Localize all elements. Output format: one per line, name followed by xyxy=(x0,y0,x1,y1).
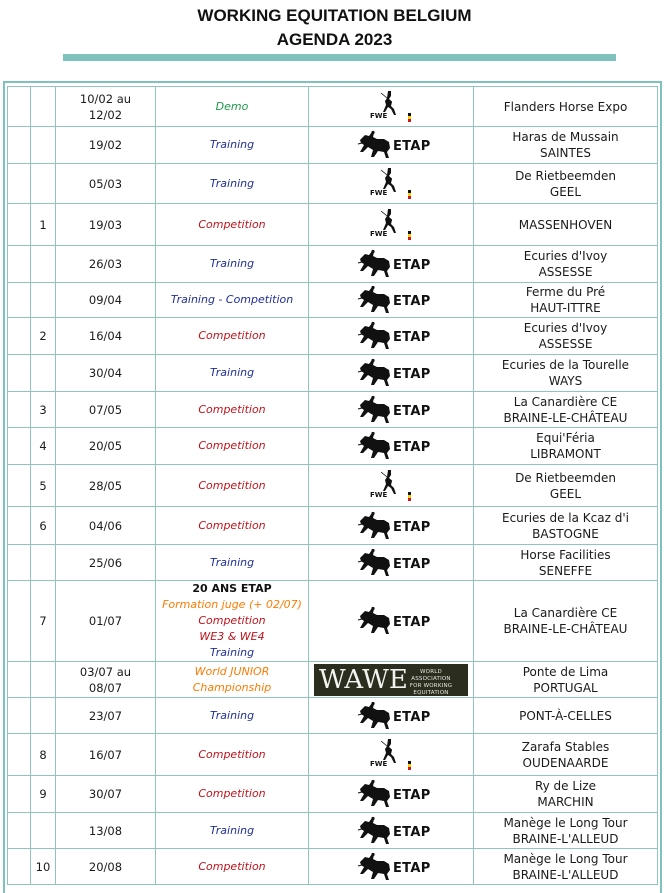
organizer-logo-cell xyxy=(309,698,474,734)
table-row xyxy=(8,507,658,545)
event-number-cell: 9 xyxy=(31,776,56,813)
row-spacer-cell xyxy=(8,246,31,283)
location-line: Haras de Mussain xyxy=(512,130,619,144)
date-line: 20/08 xyxy=(88,859,123,874)
date-line: 08/07 xyxy=(88,680,123,695)
date-line: 25/06 xyxy=(88,555,123,570)
table-row xyxy=(8,318,658,355)
event-type-line: Competition xyxy=(198,439,266,452)
organizer-logo-cell xyxy=(309,776,474,813)
date-line: 12/02 xyxy=(88,107,123,122)
date-line: 04/06 xyxy=(88,518,123,533)
date-cell xyxy=(56,164,156,204)
table-row xyxy=(8,87,658,127)
location-cell xyxy=(474,734,658,776)
event-type-line: 20 ANS ETAP xyxy=(192,582,272,595)
date-cell xyxy=(56,465,156,507)
etap-logo-text: ETAP xyxy=(393,403,431,419)
etap-logo-text: ETAP xyxy=(393,824,431,840)
event-number-cell: 8 xyxy=(31,734,56,776)
date-cell xyxy=(56,87,156,127)
row-spacer-cell xyxy=(8,662,31,698)
organizer-logo-cell xyxy=(309,87,474,127)
etap-logo xyxy=(356,395,431,425)
wawe-logo-subtext xyxy=(394,669,468,697)
event-type-line: Training xyxy=(209,823,255,837)
location-line: ASSESSE xyxy=(538,337,593,351)
location-line: BRAINE-L'ALLEUD xyxy=(512,831,619,846)
event-number-cell: 6 xyxy=(31,507,56,545)
etap-logo xyxy=(356,249,431,279)
table-row xyxy=(8,545,658,581)
date-cell xyxy=(56,662,156,698)
fwe-logo xyxy=(369,167,413,201)
event-type-cell xyxy=(156,87,309,127)
table-row xyxy=(8,204,658,246)
location-line: Ponte de Lima xyxy=(522,664,609,679)
location-line: Manège le Long Tour xyxy=(503,815,628,830)
location-cell xyxy=(474,507,658,545)
date-cell xyxy=(56,581,156,662)
fwe-logo-text: FWE xyxy=(370,490,388,499)
agenda-table-body xyxy=(8,87,658,885)
event-type-cell xyxy=(156,849,309,885)
location-line: BASTOGNE xyxy=(532,526,599,541)
belgian-flag-icon xyxy=(408,190,411,199)
location-line: OUDENAARDE xyxy=(522,755,609,770)
table-row xyxy=(8,465,658,507)
location-line: ASSESSE xyxy=(538,265,593,279)
event-type-cell xyxy=(156,734,309,776)
event-type-line: Competition xyxy=(198,747,266,761)
horse-rider-icon xyxy=(356,852,394,882)
location-line: Flanders Horse Expo xyxy=(503,99,628,114)
fwe-logo xyxy=(369,469,413,503)
location-line: Ecuries de la Kcaz d'i xyxy=(501,510,629,525)
event-type-cell xyxy=(156,246,309,283)
event-number-cell xyxy=(31,246,56,283)
horse-rider-icon xyxy=(356,779,394,809)
date-line: 30/07 xyxy=(88,787,123,801)
organizer-logo-cell xyxy=(309,246,474,283)
etap-logo-text: ETAP xyxy=(393,519,431,535)
location-line: BRAINE-LE-CHÂTEAU xyxy=(503,622,628,636)
table-row xyxy=(8,776,658,813)
row-spacer-cell xyxy=(8,428,31,465)
horse-rider-icon xyxy=(356,249,394,279)
horse-rider-icon xyxy=(356,395,394,425)
date-line: 30/04 xyxy=(88,366,123,380)
event-type-line: Demo xyxy=(215,99,249,113)
event-type-cell xyxy=(156,662,309,698)
organizer-logo-cell xyxy=(309,127,474,164)
horse-rider-icon xyxy=(356,511,394,541)
event-number-cell: 5 xyxy=(31,465,56,507)
etap-logo-text: ETAP xyxy=(393,330,431,345)
wawe-logo-text: WAWE xyxy=(319,664,408,695)
location-line: WAYS xyxy=(548,374,583,388)
belgian-flag-icon xyxy=(408,492,411,501)
location-line: Ecuries de la Tourelle xyxy=(501,358,630,372)
event-number-cell xyxy=(31,87,56,127)
row-spacer-cell xyxy=(8,283,31,318)
organizer-logo-cell xyxy=(309,428,474,465)
organizer-logo-cell xyxy=(309,545,474,581)
horse-rider-icon xyxy=(356,358,394,388)
event-number-cell xyxy=(31,662,56,698)
organizer-logo-cell xyxy=(309,581,474,662)
date-cell xyxy=(56,545,156,581)
location-line: SAINTES xyxy=(539,146,592,160)
location-cell xyxy=(474,776,658,813)
organizer-logo-cell xyxy=(309,849,474,885)
fwe-logo-text: FWE xyxy=(370,188,388,197)
row-spacer-cell xyxy=(8,545,31,581)
organizer-logo-cell xyxy=(309,318,474,355)
organizer-logo-cell xyxy=(309,204,474,246)
location-line: Ferme du Pré xyxy=(525,285,606,299)
location-line: Manège le Long Tour xyxy=(503,851,628,866)
location-line: Ry de Lize xyxy=(534,779,597,793)
row-spacer-cell xyxy=(8,355,31,392)
table-row xyxy=(8,849,658,885)
location-line: Zarafa Stables xyxy=(521,739,610,754)
location-line: LIBRAMONT xyxy=(530,447,601,461)
etap-logo-text: ETAP xyxy=(393,860,431,876)
event-type-line: Training xyxy=(209,708,255,722)
date-line: 03/07 au xyxy=(79,664,132,679)
date-line: 01/07 xyxy=(88,614,123,628)
etap-logo-text: ETAP xyxy=(393,709,431,725)
fwe-logo xyxy=(369,208,413,242)
location-cell xyxy=(474,428,658,465)
event-type-line: Competition xyxy=(198,478,266,492)
event-number-cell xyxy=(31,164,56,204)
table-row xyxy=(8,662,658,698)
date-line: 28/05 xyxy=(88,478,123,493)
row-spacer-cell xyxy=(8,581,31,662)
horse-rider-icon xyxy=(356,548,394,578)
event-type-line: Formation juge (+ 02/07) xyxy=(162,598,302,611)
etap-logo xyxy=(356,285,431,315)
table-row xyxy=(8,428,658,465)
location-cell xyxy=(474,127,658,164)
etap-logo xyxy=(356,321,431,351)
date-line: 09/04 xyxy=(88,293,123,307)
date-cell xyxy=(56,776,156,813)
event-number-cell xyxy=(31,545,56,581)
event-type-line: Training xyxy=(209,366,255,379)
event-type-line: Training xyxy=(209,646,255,659)
event-type-cell xyxy=(156,392,309,428)
fwe-logo xyxy=(369,738,413,772)
date-cell xyxy=(56,813,156,849)
location-line: PORTUGAL xyxy=(533,680,598,695)
event-number-cell: 3 xyxy=(31,392,56,428)
event-type-line: Competition xyxy=(198,614,266,627)
etap-logo xyxy=(356,431,431,461)
event-type-line: Competition xyxy=(198,329,266,342)
wawe-logo xyxy=(314,664,468,696)
event-type-cell xyxy=(156,204,309,246)
location-cell xyxy=(474,204,658,246)
event-type-cell xyxy=(156,813,309,849)
date-line: 19/02 xyxy=(88,138,123,152)
event-type-cell xyxy=(156,164,309,204)
horse-rider-icon xyxy=(356,431,394,461)
event-number-cell xyxy=(31,813,56,849)
location-line: BRAINE-L'ALLEUD xyxy=(512,867,619,882)
event-type-line: WE3 & WE4 xyxy=(199,630,265,643)
etap-logo xyxy=(356,130,431,160)
event-type-cell xyxy=(156,127,309,164)
date-cell xyxy=(56,734,156,776)
horse-rider-icon xyxy=(356,816,394,846)
date-line: 13/08 xyxy=(88,823,123,838)
location-line: De Rietbeemden xyxy=(515,470,616,485)
event-type-cell xyxy=(156,698,309,734)
location-line: De Rietbeemden xyxy=(515,168,616,183)
location-line: La Canardière CE xyxy=(513,606,618,620)
etap-logo-text: ETAP xyxy=(393,615,431,630)
event-type-line: Competition xyxy=(198,787,266,800)
date-cell xyxy=(56,507,156,545)
location-line: BRAINE-LE-CHÂTEAU xyxy=(503,410,628,425)
location-cell xyxy=(474,392,658,428)
location-line: MARCHIN xyxy=(537,795,594,809)
page-title: WORKING EQUITATION BELGIUM xyxy=(197,6,472,25)
date-cell xyxy=(56,355,156,392)
location-line: MASSENHOVEN xyxy=(518,217,613,232)
table-row xyxy=(8,283,658,318)
etap-logo-text: ETAP xyxy=(393,556,431,572)
etap-logo xyxy=(356,816,431,846)
table-row xyxy=(8,355,658,392)
event-type-cell xyxy=(156,507,309,545)
event-type-line: Training xyxy=(209,138,255,151)
date-line: 20/05 xyxy=(88,439,123,453)
event-type-cell xyxy=(156,776,309,813)
accent-divider xyxy=(63,54,616,61)
date-line: 19/03 xyxy=(88,217,123,232)
table-row xyxy=(8,734,658,776)
location-line: SENEFFE xyxy=(538,563,593,578)
organizer-logo-cell xyxy=(309,507,474,545)
event-type-line: Training - Competition xyxy=(170,293,294,306)
location-cell xyxy=(474,545,658,581)
etap-logo xyxy=(356,358,431,388)
horse-rider-icon xyxy=(356,606,394,636)
row-spacer-cell xyxy=(8,465,31,507)
etap-logo-text: ETAP xyxy=(393,294,431,309)
event-number-cell xyxy=(31,698,56,734)
table-row xyxy=(8,581,658,662)
etap-logo-text: ETAP xyxy=(393,258,431,273)
location-cell xyxy=(474,283,658,318)
date-line: 05/03 xyxy=(88,176,123,191)
event-type-line: Training xyxy=(209,176,255,190)
belgian-flag-icon xyxy=(408,231,411,240)
date-line: 26/03 xyxy=(88,257,123,271)
row-spacer-cell xyxy=(8,164,31,204)
table-row xyxy=(8,164,658,204)
location-cell xyxy=(474,698,658,734)
location-line: Equi'Féria xyxy=(536,431,595,445)
location-line: La Canardière CE xyxy=(513,394,618,409)
event-type-line: Competition xyxy=(198,518,266,532)
table-row xyxy=(8,127,658,164)
date-cell xyxy=(56,204,156,246)
location-cell xyxy=(474,246,658,283)
event-number-cell: 10 xyxy=(31,849,56,885)
wawe-logo-subtext-line: WORLD xyxy=(420,668,442,675)
row-spacer-cell xyxy=(8,318,31,355)
location-cell xyxy=(474,318,658,355)
event-type-line: Championship xyxy=(192,680,272,694)
organizer-logo-cell xyxy=(309,392,474,428)
event-number-cell: 2 xyxy=(31,318,56,355)
horse-rider-icon xyxy=(356,701,394,731)
page-subtitle: AGENDA 2023 xyxy=(276,30,393,49)
belgian-flag-icon xyxy=(408,761,411,770)
date-cell xyxy=(56,318,156,355)
row-spacer-cell xyxy=(8,698,31,734)
location-cell xyxy=(474,87,658,127)
date-cell xyxy=(56,246,156,283)
etap-logo-text: ETAP xyxy=(393,788,431,803)
organizer-logo-cell xyxy=(309,164,474,204)
date-line: 07/05 xyxy=(88,402,123,417)
event-number-cell: 7 xyxy=(31,581,56,662)
location-line: Horse Facilities xyxy=(520,547,611,562)
table-row xyxy=(8,698,658,734)
table-row xyxy=(8,813,658,849)
row-spacer-cell xyxy=(8,87,31,127)
location-line: PONT-À-CELLES xyxy=(519,708,612,723)
event-number-cell: 4 xyxy=(31,428,56,465)
wawe-logo-subtext-line: FOR WORKING EQUITATION xyxy=(409,682,453,696)
event-number-cell xyxy=(31,127,56,164)
event-number-cell: 1 xyxy=(31,204,56,246)
date-cell xyxy=(56,283,156,318)
location-line: HAUT-ITTRE xyxy=(530,301,601,315)
fwe-logo-text: FWE xyxy=(370,111,388,120)
location-cell xyxy=(474,849,658,885)
agenda-table xyxy=(7,86,658,885)
row-spacer-cell xyxy=(8,813,31,849)
event-type-line: Training xyxy=(209,257,255,270)
location-cell xyxy=(474,465,658,507)
organizer-logo-cell xyxy=(309,283,474,318)
horse-rider-icon xyxy=(356,285,394,315)
row-spacer-cell xyxy=(8,127,31,164)
event-type-cell xyxy=(156,318,309,355)
date-cell xyxy=(56,428,156,465)
horse-rider-icon xyxy=(356,130,394,160)
etap-logo-text: ETAP xyxy=(393,139,431,154)
row-spacer-cell xyxy=(8,776,31,813)
date-line: 23/07 xyxy=(88,708,123,723)
organizer-logo-cell xyxy=(309,355,474,392)
date-line: 16/04 xyxy=(88,329,123,343)
organizer-logo-cell xyxy=(309,465,474,507)
etap-logo-text: ETAP xyxy=(393,440,431,455)
date-cell xyxy=(56,849,156,885)
row-spacer-cell xyxy=(8,734,31,776)
event-type-cell xyxy=(156,283,309,318)
date-line: 16/07 xyxy=(88,747,123,762)
row-spacer-cell xyxy=(8,507,31,545)
etap-logo xyxy=(356,511,431,541)
etap-logo-text: ETAP xyxy=(393,367,431,382)
table-row xyxy=(8,246,658,283)
etap-logo xyxy=(356,779,431,809)
event-type-line: Training xyxy=(209,555,255,569)
event-type-cell xyxy=(156,355,309,392)
date-cell xyxy=(56,127,156,164)
event-type-line: Competition xyxy=(198,217,266,231)
event-type-line: Competition xyxy=(198,402,266,416)
location-cell xyxy=(474,164,658,204)
date-line: 10/02 au xyxy=(79,91,132,106)
row-spacer-cell xyxy=(8,204,31,246)
date-cell xyxy=(56,392,156,428)
fwe-logo-text: FWE xyxy=(370,759,388,768)
date-cell xyxy=(56,698,156,734)
wawe-logo-subtext-line: ASSOCIATION xyxy=(411,675,451,682)
organizer-logo-cell xyxy=(309,734,474,776)
fwe-logo xyxy=(369,90,413,124)
fwe-logo-text: FWE xyxy=(370,229,388,238)
etap-logo xyxy=(356,606,431,636)
location-cell xyxy=(474,355,658,392)
organizer-logo-cell xyxy=(309,662,474,698)
event-type-cell xyxy=(156,465,309,507)
location-line: GEEL xyxy=(549,184,582,199)
location-line: Ecuries d'Ivoy xyxy=(523,321,608,335)
location-line: GEEL xyxy=(549,486,582,501)
event-number-cell xyxy=(31,355,56,392)
belgian-flag-icon xyxy=(408,113,411,122)
event-type-cell xyxy=(156,545,309,581)
table-row xyxy=(8,392,658,428)
event-type-cell xyxy=(156,428,309,465)
horse-rider-icon xyxy=(356,321,394,351)
etap-logo xyxy=(356,548,431,578)
event-type-cell xyxy=(156,581,309,662)
etap-logo xyxy=(356,852,431,882)
organizer-logo-cell xyxy=(309,813,474,849)
location-cell xyxy=(474,581,658,662)
event-number-cell xyxy=(31,283,56,318)
etap-logo xyxy=(356,701,431,731)
event-type-line: World JUNIOR xyxy=(194,664,270,678)
event-type-line: Competition xyxy=(198,859,266,873)
location-cell xyxy=(474,813,658,849)
row-spacer-cell xyxy=(8,849,31,885)
location-cell xyxy=(474,662,658,698)
location-line: Ecuries d'Ivoy xyxy=(523,249,608,263)
row-spacer-cell xyxy=(8,392,31,428)
